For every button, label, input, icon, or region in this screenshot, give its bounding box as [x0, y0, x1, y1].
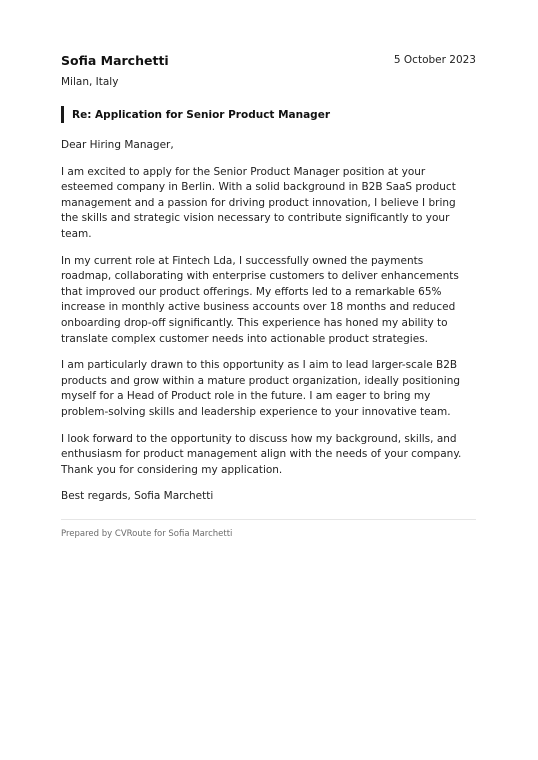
letter-date: 5 October 2023 — [393, 54, 476, 66]
subject-line: Re: Application for Senior Product Manager — [61, 106, 476, 123]
body-paragraph-3: I am particularly drawn to this opportunity as I aim to lead larger-scale B2B products and grow within a mature product organization, ideally positioning myself for a Head of Product role in the future. I am eager to bring my problem-solving skills and leadership experience to your innovative team. — [61, 359, 461, 418]
footer-divider — [61, 519, 476, 520]
closing-signoff: Best regards, Sofia Marchetti — [61, 490, 214, 503]
sender-location: Milan, Italy — [61, 76, 119, 88]
sender-name: Sofia Marchetti — [61, 53, 169, 68]
footer-credit: Prepared by CVRoute for Sofia Marchetti — [61, 528, 233, 539]
body-paragraph-1: I am excited to apply for the Senior Product Manager position at your esteemed company in Berlin. With a solid background in B2B SaaS product management and a passion for driving product innovation, I believe I bring the skills and strategic vision necessary to contribute significantly to your team. — [61, 165, 456, 240]
body-paragraph-4: I look forward to the opportunity to discuss how my background, skills, and enthusiasm for product management align with the needs of your company. Thank you for considering my application. — [61, 432, 462, 476]
salutation: Dear Hiring Manager, — [61, 139, 174, 151]
letter-header — [61, 52, 476, 69]
body-paragraph-2: In my current role at Fintech Lda, I successfully owned the payments roadmap, collaborating with enterprise customers to deliver enhancements that improved our product offerings. My efforts led to a remarkable 65% increase in monthly active business accounts over 18 months and reduced onboarding drop-off significantly. This experience has honed my ability to translate complex customer needs into actionable product strategies. — [61, 254, 459, 345]
